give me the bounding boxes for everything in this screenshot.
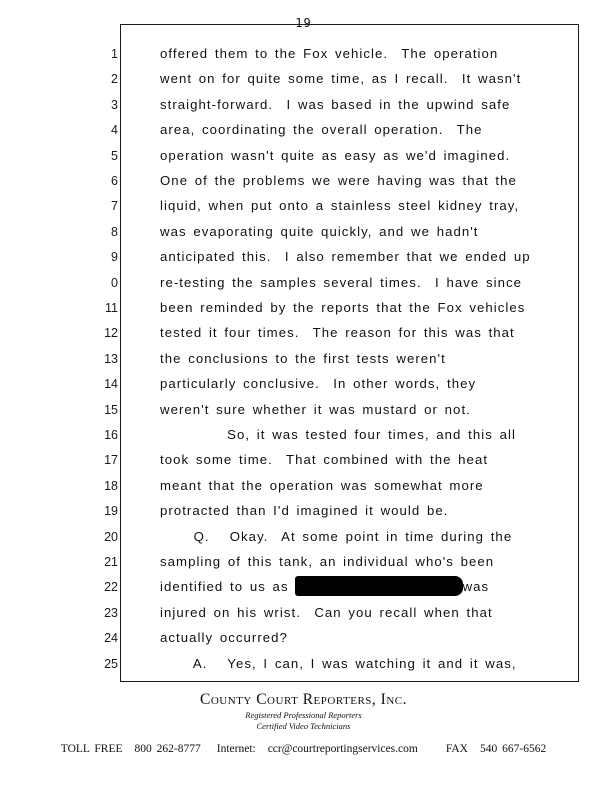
toll-free-label: TOLL FREE	[60, 743, 123, 755]
line-number: 5	[111, 148, 118, 163]
transcript-line	[78, 92, 607, 118]
transcript-line	[78, 600, 607, 626]
line-text	[160, 346, 446, 372]
line-number: 22	[104, 580, 118, 595]
transcript-line	[78, 244, 607, 270]
line-number: 14	[104, 377, 118, 392]
firm-name: County Court Reporters, Inc.	[200, 691, 407, 708]
line-number: 6	[111, 174, 118, 188]
line-text	[160, 473, 484, 499]
reporter-footer	[0, 690, 607, 756]
page-number: 19	[295, 16, 312, 30]
line-text-content: actually occurred?	[160, 630, 288, 646]
line-text-content: weren't sure whether it was mustard or not.	[160, 401, 471, 417]
redaction-block	[295, 576, 463, 596]
firm-tagline-video: Certified Video Technicians	[256, 721, 351, 731]
line-text	[160, 41, 498, 67]
fax-label: FAX	[445, 743, 468, 755]
line-number: 3	[111, 97, 118, 112]
transcript-line	[78, 193, 607, 219]
transcript-line	[78, 41, 607, 67]
line-text	[160, 651, 517, 677]
transcript-line	[78, 168, 607, 194]
line-text	[160, 371, 476, 397]
transcript-line	[78, 66, 607, 92]
line-number: 23	[104, 605, 118, 620]
fax-number: 540 667-6562	[479, 743, 547, 755]
line-text-content: been reminded by the reports that the Fox vehicles	[160, 300, 526, 315]
contact-line	[0, 742, 607, 756]
line-text-content: identified to us as	[160, 579, 289, 595]
line-number: 2	[111, 72, 118, 87]
line-text-content: So, it was tested four times, and this all	[160, 427, 516, 442]
line-number: 13	[104, 351, 118, 366]
transcript-line	[78, 524, 607, 550]
line-text-content: straight-forward. I was based in the upwind safe	[160, 96, 511, 112]
line-number: 15	[104, 402, 118, 417]
line-number: 16	[104, 428, 118, 442]
line-text	[160, 447, 488, 473]
line-text	[160, 549, 494, 575]
line-text	[160, 66, 521, 92]
line-number: 12	[104, 326, 118, 341]
line-text	[160, 295, 525, 321]
line-number: 25	[104, 656, 118, 671]
transcript-line	[78, 447, 607, 473]
line-text-content: re-testing the samples several times. I have since	[160, 274, 522, 290]
line-text	[160, 600, 493, 626]
line-text-content: the conclusions to the first tests weren't	[160, 350, 446, 366]
line-text-content: anticipated this. I also remember that we ended up	[160, 249, 531, 265]
contact-email: ccr@courtreportingservices.com	[267, 743, 418, 755]
transcript-line	[78, 117, 607, 143]
transcript-line	[78, 320, 607, 346]
line-number: 4	[111, 123, 118, 138]
line-number: 9	[111, 250, 118, 265]
line-text-content: particularly conclusive. In other words, they	[160, 376, 477, 392]
transcript-line	[78, 498, 607, 524]
transcript-line	[78, 270, 607, 296]
transcript-line	[78, 422, 607, 448]
line-text	[160, 397, 471, 423]
line-text	[160, 193, 519, 219]
line-text-content: injured on his wrist. Can you recall when that	[160, 604, 493, 620]
line-number: 24	[104, 631, 118, 646]
line-text	[160, 117, 483, 143]
line-text	[160, 244, 531, 270]
line-text	[160, 422, 516, 448]
transcript-line	[78, 143, 607, 169]
line-number: 8	[111, 224, 118, 239]
line-text	[160, 320, 515, 346]
transcript-line	[78, 295, 607, 321]
line-text-content: was evaporating quite quickly, and we hadn't	[160, 223, 479, 239]
line-text	[160, 625, 288, 651]
line-text-content: liquid, when put onto a stainless steel kidney tray,	[160, 198, 520, 214]
line-text	[160, 524, 512, 550]
line-text-content: sampling of this tank, an individual who's been	[160, 554, 495, 569]
transcript-line	[78, 549, 607, 575]
internet-label: Internet:	[216, 743, 256, 755]
line-number: 20	[104, 529, 118, 544]
transcript-line	[78, 371, 607, 397]
line-number: 7	[111, 199, 118, 214]
line-text-content: took some time. That combined with the heat	[160, 452, 489, 468]
line-number: 19	[104, 504, 118, 519]
line-text-content: A. Yes, I can, I was watching it and it was,	[160, 655, 517, 671]
line-text	[160, 92, 510, 118]
line-text-after-redaction: was	[462, 579, 490, 595]
line-text	[160, 270, 522, 296]
line-number: 17	[104, 453, 118, 468]
transcript-line	[78, 397, 607, 423]
transcript-line	[78, 651, 607, 677]
toll-free-number: 800 262-8777	[134, 743, 201, 755]
line-number: 0	[111, 275, 118, 290]
line-text-content: area, coordinating the overall operation. The	[160, 122, 483, 138]
line-text-content: offered them to the Fox vehicle. The operation	[160, 46, 499, 61]
line-text	[160, 143, 510, 169]
line-text	[160, 498, 449, 524]
line-text-content: One of the problems we were having was that the	[160, 173, 517, 188]
transcript-line	[78, 625, 607, 651]
line-number: 11	[105, 301, 118, 315]
line-text	[160, 168, 517, 194]
line-text-content: protracted than I'd imagined it would be.	[160, 503, 449, 519]
line-text-content: operation wasn't quite as easy as we'd imagined.	[160, 147, 511, 163]
transcript-line	[78, 574, 607, 600]
line-text-content: Q. Okay. At some point in time during the	[160, 528, 513, 544]
line-text-content: tested it four times. The reason for this was that	[160, 325, 515, 341]
line-text-content: went on for quite some time, as I recall. It wasn't	[160, 71, 522, 87]
firm-tagline-professional: Registered Professional Reporters	[245, 710, 362, 720]
transcript-line	[78, 346, 607, 372]
line-text-content: meant that the operation was somewhat more	[160, 477, 484, 493]
line-text	[160, 219, 479, 245]
line-number: 21	[104, 555, 118, 569]
line-text	[160, 574, 489, 600]
transcript-line	[78, 473, 607, 499]
line-number: 18	[104, 478, 118, 493]
line-number: 1	[111, 47, 118, 61]
transcript-line	[78, 219, 607, 245]
